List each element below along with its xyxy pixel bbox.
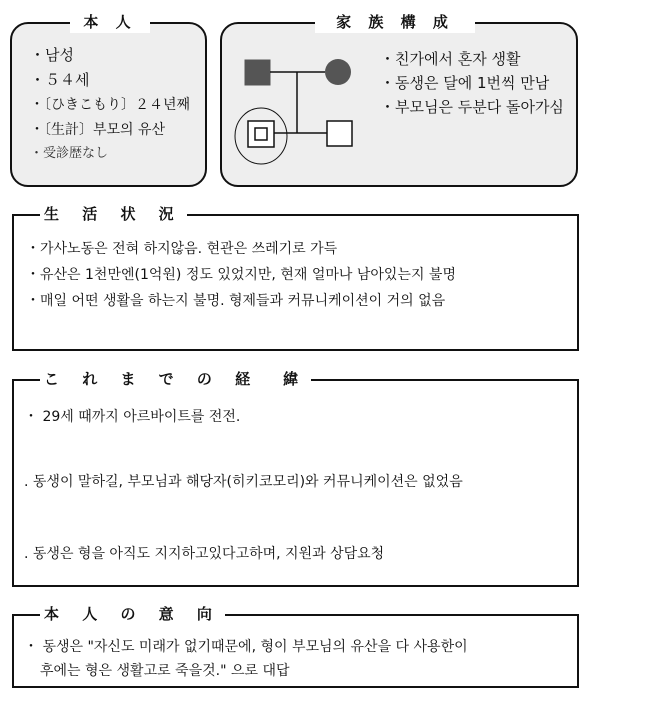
family-item-living-alone: ・친가에서 혼자 생활 xyxy=(380,50,521,68)
family-title: 家 族 構 成 xyxy=(315,11,475,33)
history-title: こ れ ま で の 経 緯 xyxy=(40,369,311,389)
history-item-no-communication: . 동생이 말하길, 부모님과 해당자(히키코모리)와 커뮤니케이션은 없었음 xyxy=(24,474,463,490)
family-item-parents-deceased: ・부모님은 두분다 돌아가심 xyxy=(380,98,564,116)
brother-square-icon xyxy=(327,121,352,146)
history-item-parttime: ・ 29세 때까지 아르바이트를 전전. xyxy=(24,409,241,425)
person-item-gender: ・남성 xyxy=(30,46,74,64)
living-item-daily-life: ・매일 어떤 생활을 하는지 불명. 형제들과 커뮤니케이션이 거의 없음 xyxy=(26,293,446,309)
family-genogram xyxy=(225,45,375,180)
living-title: 生 活 状 況 xyxy=(40,204,187,224)
living-item-inheritance: ・유산은 1천만엔(1억원) 정도 있었지만, 현재 얼마나 남아있는지 불명 xyxy=(26,267,456,283)
person-item-medical: ・受診歴なし xyxy=(30,146,109,161)
person-item-age: ・５４세 xyxy=(30,71,90,89)
person-item-livelihood: ・〔生計〕부모의 유산 xyxy=(30,122,166,138)
living-item-housework: ・가사노동은 전혀 하지않음. 현관은 쓰레기로 가득 xyxy=(26,241,338,257)
father-square-icon xyxy=(245,60,270,85)
mother-circle-icon xyxy=(325,59,351,85)
intent-line-2: 후에는 형은 생활고로 죽을것." 으로 대답 xyxy=(40,663,290,679)
self-inner-square-icon xyxy=(255,128,267,140)
history-item-support-request: . 동생은 형을 아직도 지지하고있다고하며, 지원과 상담요청 xyxy=(24,546,385,562)
intent-line-1: ・ 동생은 "자신도 미래가 없기때문에, 형이 부모님의 유산을 다 사용한이 xyxy=(24,639,468,655)
person-item-hikikomori: ・〔ひきこもり〕２４년째 xyxy=(30,97,191,113)
intent-title: 本 人 の 意 向 xyxy=(40,604,225,624)
family-item-brother-visits: ・동생은 달에 1번씩 만남 xyxy=(380,74,550,92)
person-title: 本 人 xyxy=(70,11,150,33)
